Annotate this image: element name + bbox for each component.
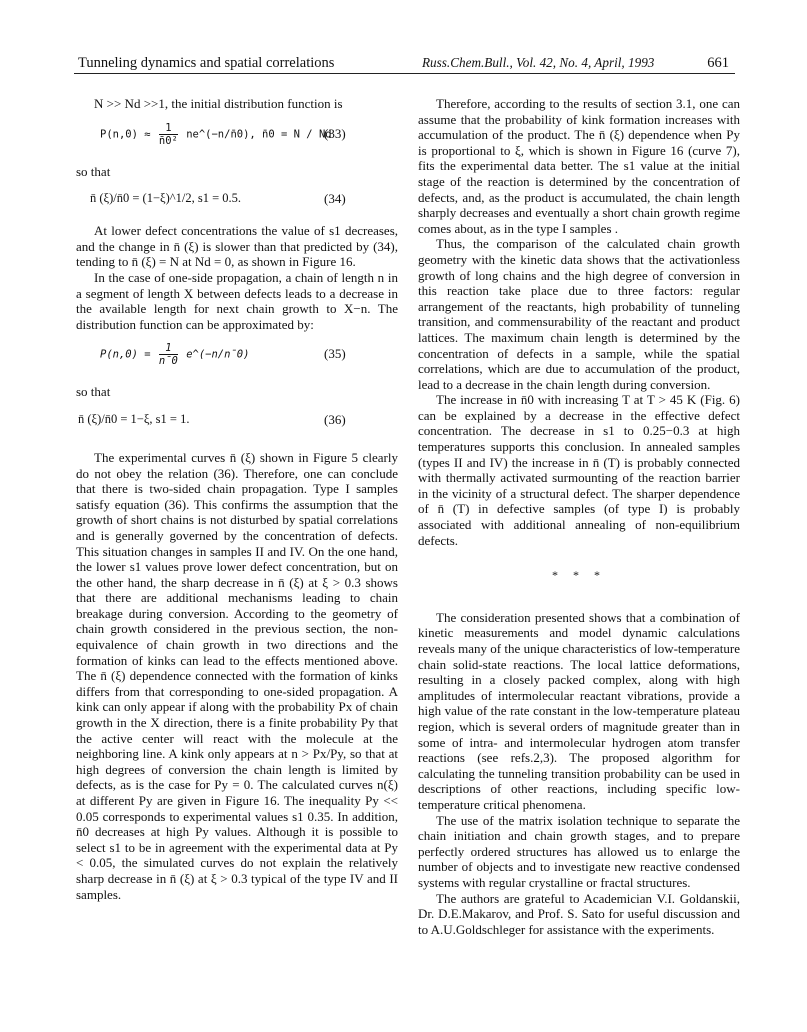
eq35-frac-num: 1 <box>159 342 178 355</box>
equation-36 <box>76 408 398 436</box>
eq33-frac-den: n̄0² <box>158 134 178 147</box>
right-column <box>418 96 740 937</box>
journal-citation: Russ.Chem.Bull., Vol. 42, No. 4, April, 1993 <box>422 55 655 70</box>
eq35-fraction <box>159 342 178 367</box>
equation-35 <box>76 332 398 384</box>
eq35-rhs: e^(−n/n̄0) <box>186 348 250 361</box>
equation-34-number: (34) <box>324 191 346 207</box>
eq33-frac-num: 1 <box>159 122 178 135</box>
equation-35-number: (35) <box>324 346 346 362</box>
paragraph-lower-defect: At lower defect concentrations the value of s1 decreases, and the change in n̄ (ξ) is slower than that predicted by (34), tending to n̄ (ξ) = N at Nd = 0, as shown in Figure 16. <box>76 223 398 270</box>
equation-34 <box>76 187 398 215</box>
paragraph-acknowledgements: The authors are grateful to Academician V.I. Goldanskii, Dr. D.E.Makarov, and Prof. S. Sato for useful discussion and to A.U.Goldschleger for assistance with the experiments. <box>418 890 740 937</box>
paragraph-matrix-isolation: The use of the matrix isolation technique to separate the chain initiation and chain growth stages, and to prepare perfectly ordered structures has allowed us to enlarge the number of objects and to investigate new reactive condensed systems with regular crystalline or fractal structures. <box>418 812 740 890</box>
paragraph-experimental-curves: The experimental curves n̄ (ξ) shown in Figure 5 clearly do not obey the relation (36). Therefore, one can conclude that there is two-sided chain propagation. Type I samples satisfy equation (36). This confirms the assumption that the growth of short chains is not disturbed by spatial correlations and is generally governed by the concentration of defects. This situation changes in samples II and IV. On the one hand, the lower s1 values prove lower defect concentration, but on the other hand, the sharp decrease in n̄ (ξ) at ξ > 0.3 shows that there are additional mechanisms leading to chain breakage during conversion. According to the geometry of chain growth considered in the previous section, the non-equivalence of chain growth in two directions and the formation of kinks can lead to the effects mentioned above. The n̄ (ξ) dependence connected with the formation of kinks differs from that corresponding to one-sided propagation. A kink can only appear if along with the probability Px of chain growth in the X direction, there is a finite probability Py that the active center will react with the molecule at the neighboring line. A kink only appears at n > Px/Py, so that at high degrees of conversion the chain length is limited by defects, as is the case for Py = 0. The calculated curves n(ξ) at different Py are given in Figure 16. The inequality Py << 0.05 corresponds to experimental values s1 0.35. In addition, n̄0 decreases at high Py values. Although it is possible to select s1 to be in agreement with the experimental data at Py < 0.05, the simulated curves do not explain the relatively sharp decrease in n̄ (ξ) at ξ > 0.3 typical of the type IV and II samples. <box>76 449 398 902</box>
running-header <box>74 47 735 74</box>
paragraph-one-side: In the case of one-side propagation, a chain of length n in a segment of length X between defects leads to a decrease in the available length for next chain growth to X−n. The distribution function can be approximated by: <box>76 269 398 332</box>
equation-36-number: (36) <box>324 411 346 427</box>
equation-36-body: n̄ (ξ)/n̄0 = 1−ξ, s1 = 1. <box>78 411 190 426</box>
equation-33 <box>76 112 398 164</box>
intro-line: N >> Nd >>1, the initial distribution function is <box>94 96 343 111</box>
eq33-rhs: ne^(−n/n̄0), n̄0 = N / Nd <box>186 128 332 141</box>
paragraph-temperature: The increase in n̄0 with increasing T at T > 45 K (Fig. 6) can be explained by a decrease in the effective defect concentration. The decrease in s1 to 0.25−0.3 at high temperatures supports this conclusion. In annealed samples (types II and IV) the increase in n̄ (T) is probably connected with thermally activated surmounting of the reaction barrier in the vicinity of a structural defect. The sharper dependence of n̄ (T) in defective samples (of type I) is probably associated with additional annealing of non-equilibrium defects. <box>418 392 740 548</box>
left-column <box>76 96 398 902</box>
paragraph-kink-formation: Therefore, according to the results of section 3.1, one can assume that the probability of kink formation increases with accumulation of the product. The n̄ (ξ) dependence when Py is proportional to ξ, which is shown in Figure 16 (curve 7), fits the experimental data better. The s1 value at the initial stage of the reaction is determined by the concentration of defects, and, as the product is accumulated, the chain length sharply decreases and eventually a short chain growth regime comes about, as in the type I samples . <box>418 96 740 236</box>
paragraph-comparison: Thus, the comparison of the calculated chain growth geometry with the kinetic data shows that the activationless growth of long chains and the high degree of conversion in this reaction take place due to three factors: regular arrangement of the reactants, high probability of tunneling transition, and commensurability of the reactant and product lattices. The maximum chain length is determined by the concentration of defects in a sample, while the spatial correlations, which are due to accumulation of the product, lead to a decrease in the chain length during conversion. <box>418 236 740 392</box>
eq33-lhs: P(n,0) ≈ <box>100 128 151 141</box>
paragraph-conclusion: The consideration presented shows that a combination of kinetic measurements and model dynamic calculations reveals many of the unique characteristics of low-temperature chain solid-state reactions. The local lattice deformations, resulting in a closely packed complex, along with high amplitudes of intermolecular reactant vibrations, provide a high value of the rate constant in the low-temperature plateau region, which is several orders of magnitude greater than in some of intra- and intermolecular hydrogen atom transfer reactions (see refs.2,3). The proposed algorithm for calculating the tunneling transition probability can be used in descriptions of other reactions, including specific low-temperature critical phenomena. <box>418 609 740 812</box>
so-that-1: so that <box>76 163 111 179</box>
equation-33-number: (33) <box>324 125 346 141</box>
eq33-fraction <box>159 122 178 147</box>
section-separator: * * * <box>552 568 606 583</box>
equation-34-body: n̄ (ξ)/n̄0 = (1−ξ)^1/2, s1 = 0.5. <box>90 191 241 206</box>
equation-35-body <box>100 342 249 367</box>
running-title: Tunneling dynamics and spatial correlations <box>78 55 335 71</box>
eq35-lhs: P(n,0) = <box>100 348 151 361</box>
eq35-frac-den: n̄0 <box>158 355 178 368</box>
equation-33-body <box>100 122 332 147</box>
page-number: 661 <box>707 55 729 71</box>
so-that-2: so that <box>76 384 111 400</box>
